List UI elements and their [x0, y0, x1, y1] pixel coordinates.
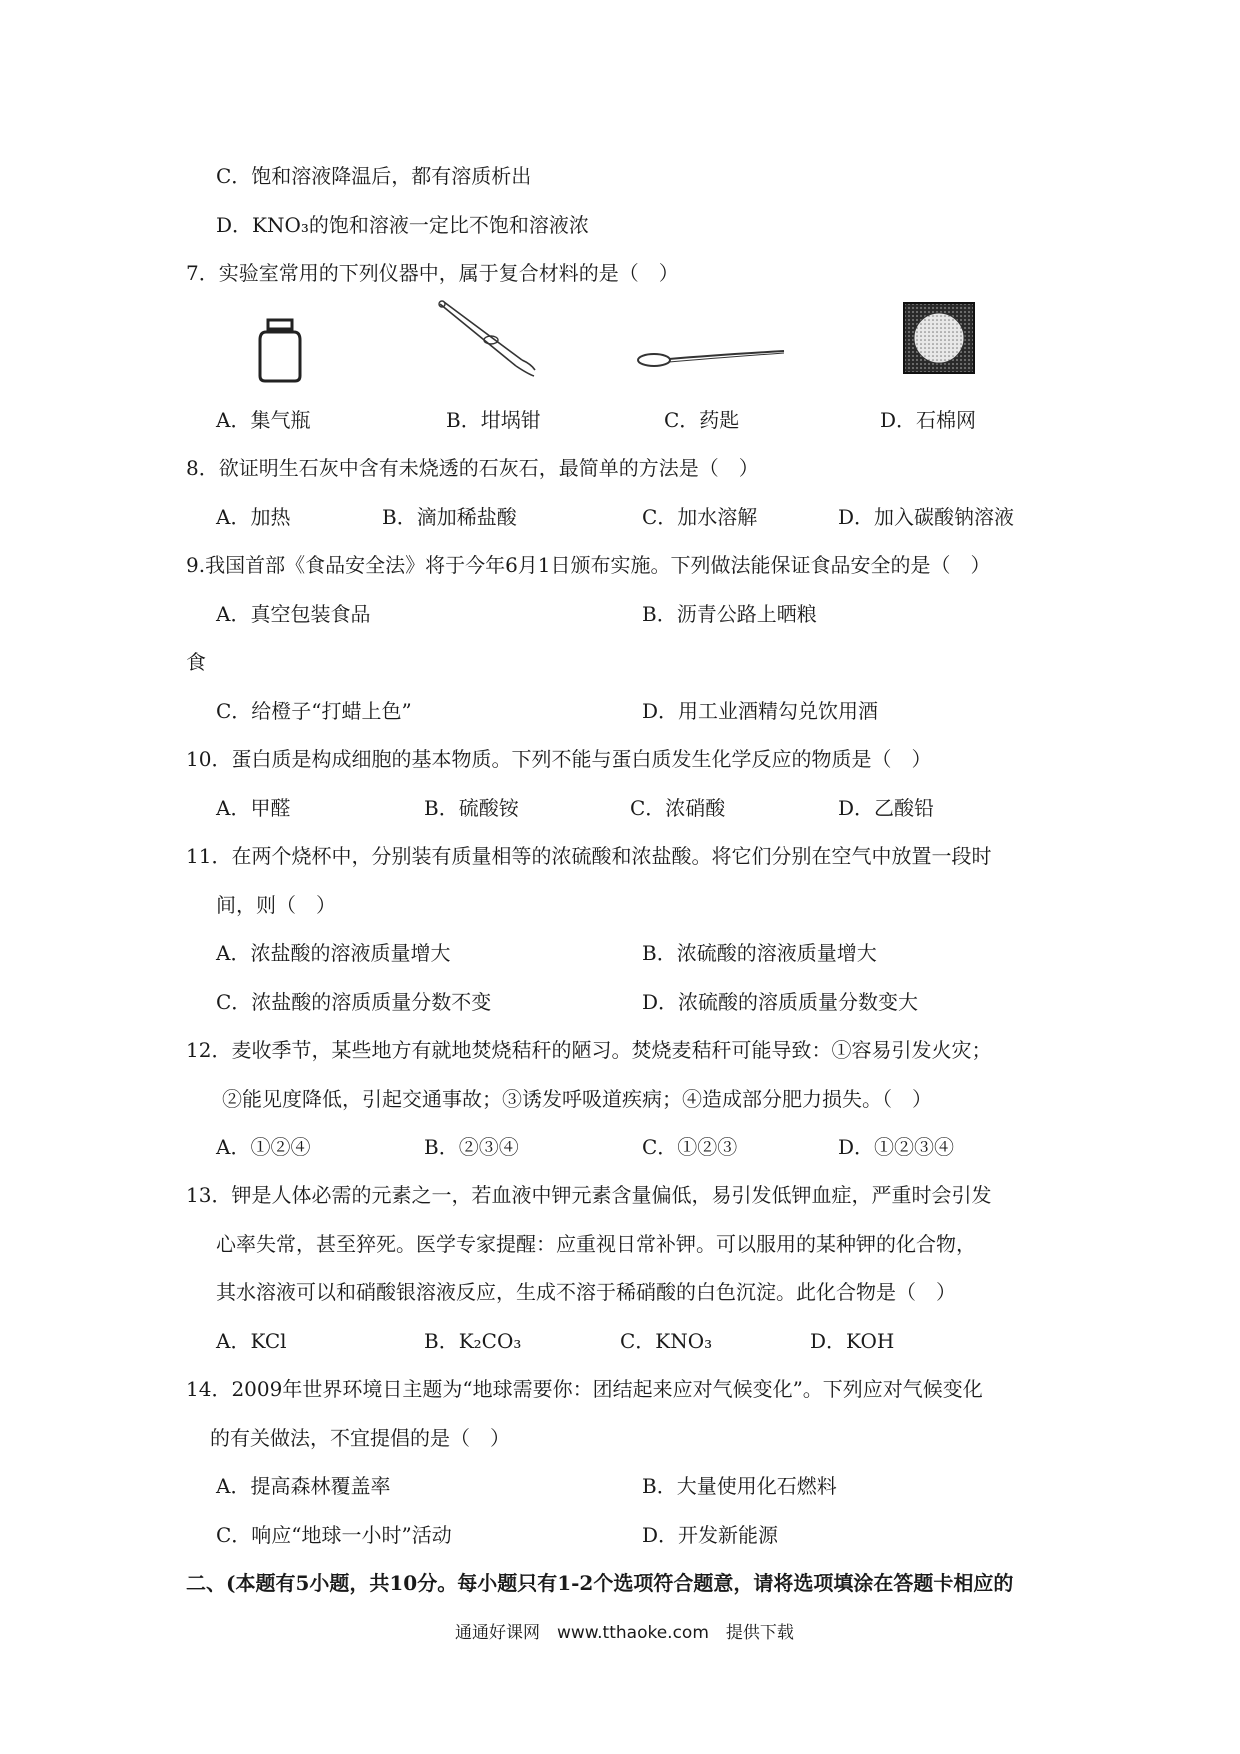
q13-option-b: B．K₂CO₃ — [424, 1329, 522, 1353]
q13-stem-line2: 心率失常，甚至猝死。医学专家提醒：应重视日常补钾。可以服用的某种钾的化合物， — [216, 1232, 976, 1256]
q10-option-d: D．乙酸铅 — [838, 796, 935, 820]
page-footer: 通通好课网 www.tthaoke.com 提供下载 — [455, 1623, 794, 1643]
q12-option-c: C．①②③ — [642, 1135, 738, 1159]
q8-stem: 8．欲证明生石灰中含有未烧透的石灰石，最简单的方法是（ ） — [186, 456, 759, 480]
q11-stem-line2: 间，则（ ） — [216, 893, 336, 917]
q8-option-d: D．加入碳酸钠溶液 — [838, 505, 1015, 529]
q12-stem-line1: 12．麦收季节，某些地方有就地焚烧秸秆的陋习。焚烧麦秸秆可能导致：①容易引发火灾； — [186, 1038, 992, 1062]
q6-option-d: D．KNO₃的饱和溶液一定比不饱和溶液浓 — [216, 213, 589, 237]
q14-option-a: A．提高森林覆盖率 — [216, 1474, 391, 1498]
q10-option-b: B．硫酸铵 — [424, 796, 519, 820]
q10-option-a: A．甲醛 — [216, 796, 291, 820]
q13-option-d: D．KOH — [810, 1329, 895, 1353]
q14-option-d: D．开发新能源 — [642, 1523, 779, 1547]
q14-stem-line1: 14．2009年世界环境日主题为“地球需要你：团结起来应对气候变化”。下列应对气候变化 — [186, 1377, 983, 1401]
q12-stem-line2: ②能见度降低，引起交通事故；③诱发呼吸道疾病；④造成部分肥力损失。（ ） — [222, 1087, 932, 1111]
q6-option-c: C．饱和溶液降温后，都有溶质析出 — [216, 164, 532, 188]
q7-option-b: B．坩埚钳 — [446, 408, 541, 432]
q14-stem-line2: 的有关做法，不宜提倡的是（ ） — [210, 1426, 510, 1450]
q8-option-a: A．加热 — [216, 505, 291, 529]
asbestos-gauze-icon — [903, 302, 975, 374]
q9-option-c: C．给橙子“打蜡上色” — [216, 699, 412, 723]
q12-option-a: A．①②④ — [216, 1135, 311, 1159]
spatula-icon — [636, 343, 786, 373]
q9-stem: 9.我国首部《食品安全法》将于今年6月1日颁布实施。下列做法能保证食品安全的是（ ） — [186, 553, 991, 577]
section-2-heading: 二、(本题有5小题，共10分。每小题只有1-2个选项符合题意，请将选项填涂在答题卡相应的 — [186, 1571, 1014, 1595]
q7-stem: 7．实验室常用的下列仪器中，属于复合材料的是（ ） — [186, 261, 679, 285]
q13-stem-line3: 其水溶液可以和硝酸银溶液反应，生成不溶于稀硝酸的白色沉淀。此化合物是（ ） — [216, 1280, 956, 1304]
q9-option-b: B．沥青公路上晒粮 — [642, 602, 817, 626]
q10-stem: 10．蛋白质是构成细胞的基本物质。下列不能与蛋白质发生化学反应的物质是（ ） — [186, 747, 932, 771]
q12-option-b: B．②③④ — [424, 1135, 519, 1159]
q13-option-c: C．KNO₃ — [620, 1329, 713, 1353]
q7-option-c: C．药匙 — [664, 408, 740, 432]
q12-option-d: D．①②③④ — [838, 1135, 955, 1159]
q13-stem-line1: 13．钾是人体必需的元素之一，若血液中钾元素含量偏低，易引发低钾血症，严重时会引发 — [186, 1183, 992, 1207]
q14-option-c: C．响应“地球一小时”活动 — [216, 1523, 452, 1547]
q8-option-b: B．滴加稀盐酸 — [382, 505, 517, 529]
q11-option-c: C．浓盐酸的溶质质量分数不变 — [216, 990, 492, 1014]
q11-option-d: D．浓硫酸的溶质质量分数变大 — [642, 990, 919, 1014]
q9-option-d: D．用工业酒精勾兑饮用酒 — [642, 699, 879, 723]
q9-option-b-continued: 食 — [186, 650, 206, 674]
gas-jar-icon — [256, 318, 304, 384]
q14-option-b: B．大量使用化石燃料 — [642, 1474, 837, 1498]
q7-option-a: A．集气瓶 — [216, 408, 311, 432]
q11-option-b: B．浓硫酸的溶液质量增大 — [642, 941, 877, 965]
crucible-tongs-icon — [436, 300, 538, 380]
q8-option-c: C．加水溶解 — [642, 505, 758, 529]
q10-option-c: C．浓硝酸 — [630, 796, 726, 820]
q13-option-a: A．KCl — [216, 1329, 287, 1353]
q11-stem-line1: 11．在两个烧杯中，分别装有质量相等的浓硫酸和浓盐酸。将它们分别在空气中放置一段时 — [186, 844, 992, 868]
q9-option-a: A．真空包装食品 — [216, 602, 371, 626]
q11-option-a: A．浓盐酸的溶液质量增大 — [216, 941, 451, 965]
q7-option-d: D．石棉网 — [880, 408, 977, 432]
